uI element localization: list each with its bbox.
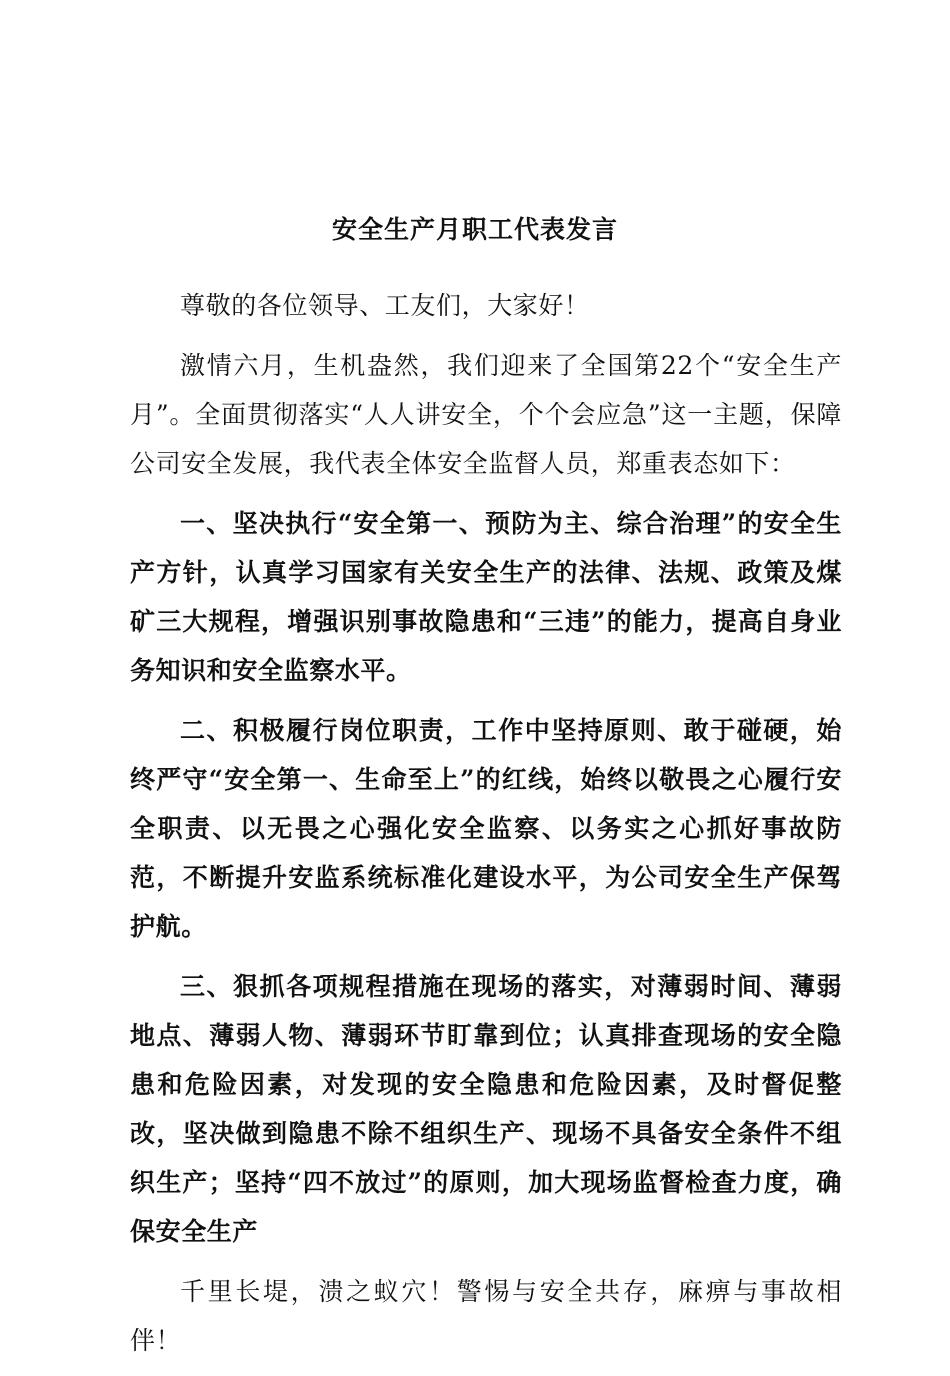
paragraph-point-two: 二、积极履行岗位职责，工作中坚持原则、敢于碰硬，始终严守“安全第一、生命至上”的红线，始终以敬畏之心履行安全职责、以无畏之心强化安全监察、以务实之心抓好事故防范，不断提升安监系统标准化建设水平，为公司安全生产保驾护航。 (130, 716, 842, 941)
page-title: 安全生产月职工代表发言 (331, 215, 618, 244)
paragraph-point-one: 一、坚决执行“安全第一、预防为主、综合治理”的安全生产方针，认真学习国家有关安全生产的法律、法规、政策及煤矿三大规程，增强识别事故隐患和“三违”的能力，提高自身业务知识和安全监察水平。 (130, 509, 842, 685)
document-body (130, 281, 842, 1376)
paragraph-point-three: 三、狠抓各项规程措施在现场的落实，对薄弱时间、薄弱地点、薄弱人物、薄弱环节盯靠到位；认真排查现场的安全隐患和危险因素，对发现的安全隐患和危险因素，及时督促整改，坚决做到隐患不除不组织生产、现场不具备安全条件不组织生产；坚持“四不放过”的原则，加大现场监督检查力度，确保安全生产 (130, 972, 842, 1246)
paragraph-closing: 千里长堤，溃之蚁穴！警惕与安全共存，麻痹与事故相伴！ (130, 1277, 842, 1355)
paragraph-intro: 激情六月，生机盎然，我们迎来了全国第22个“安全生产月”。全面贯彻落实“人人讲安全，个个会应急”这一主题，保障公司安全发展，我代表全体安全监督人员，郑重表态如下： (130, 351, 842, 478)
paragraph-greeting: 尊敬的各位领导、工友们，大家好！ (180, 291, 590, 320)
